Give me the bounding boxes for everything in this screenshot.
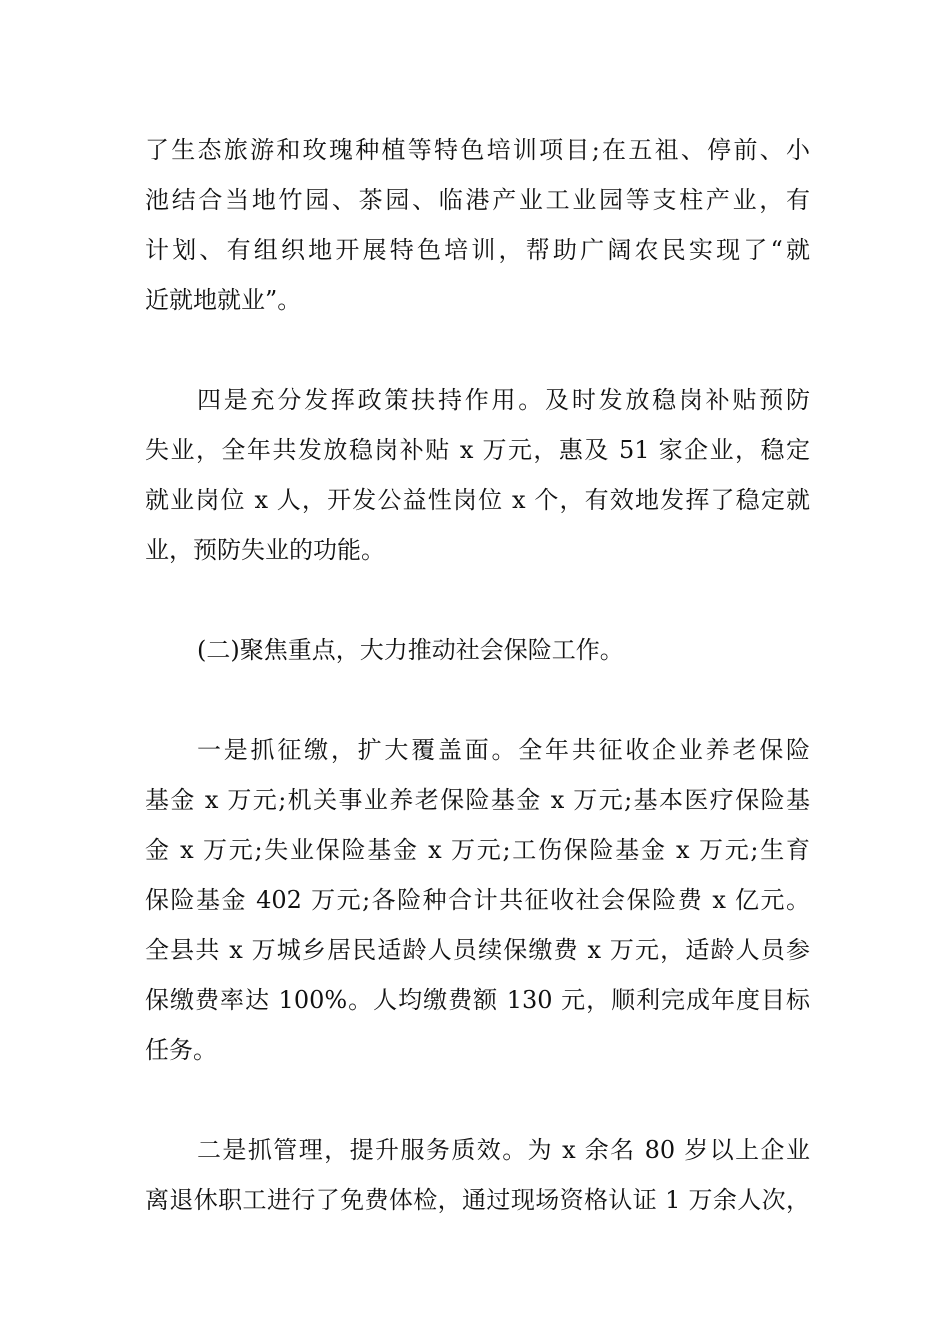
text-line: 任务。 xyxy=(145,1036,217,1064)
text-line: 池结合当地竹园、茶园、临港产业工业园等支柱产业，有 xyxy=(145,186,810,214)
text-line: 一是抓征缴，扩大覆盖面。全年共征收企业养老保险 xyxy=(197,736,810,764)
text-line: 保缴费率达 100%。人均缴费额 130 元，顺利完成年度目标 xyxy=(145,986,810,1014)
text-line: 失业，全年共发放稳岗补贴 x 万元，惠及 51 家企业，稳定 xyxy=(145,436,810,464)
text-line: 二是抓管理，提升服务质效。为 x 余名 80 岁以上企业 xyxy=(197,1136,810,1164)
text-line: 保险基金 402 万元;各险种合计共征收社会保险费 x 亿元。 xyxy=(145,886,810,914)
text-line: 了生态旅游和玫瑰种植等特色培训项目;在五祖、停前、小 xyxy=(145,136,810,164)
text-line: 基金 x 万元;机关事业养老保险基金 x 万元;基本医疗保险基 xyxy=(145,786,810,814)
text-line: 就业岗位 x 人，开发公益性岗位 x 个，有效地发挥了稳定就 xyxy=(145,486,810,514)
text-line: 金 x 万元;失业保险基金 x 万元;工伤保险基金 x 万元;生育 xyxy=(145,836,810,864)
text-line: 四是充分发挥政策扶持作用。及时发放稳岗补贴预防 xyxy=(197,386,810,414)
text-line: 业，预防失业的功能。 xyxy=(145,536,385,564)
text-line: 全县共 x 万城乡居民适龄人员续保缴费 x 万元，适龄人员参 xyxy=(145,936,810,964)
text-line: 近就地就业”。 xyxy=(145,286,302,314)
text-line: 计划、有组织地开展特色培训，帮助广阔农民实现了“就 xyxy=(145,236,810,264)
text-line: 离退休职工进行了免费体检，通过现场资格认证 1 万余人次， xyxy=(145,1186,810,1214)
text-line: (二)聚焦重点，大力推动社会保险工作。 xyxy=(197,636,624,664)
